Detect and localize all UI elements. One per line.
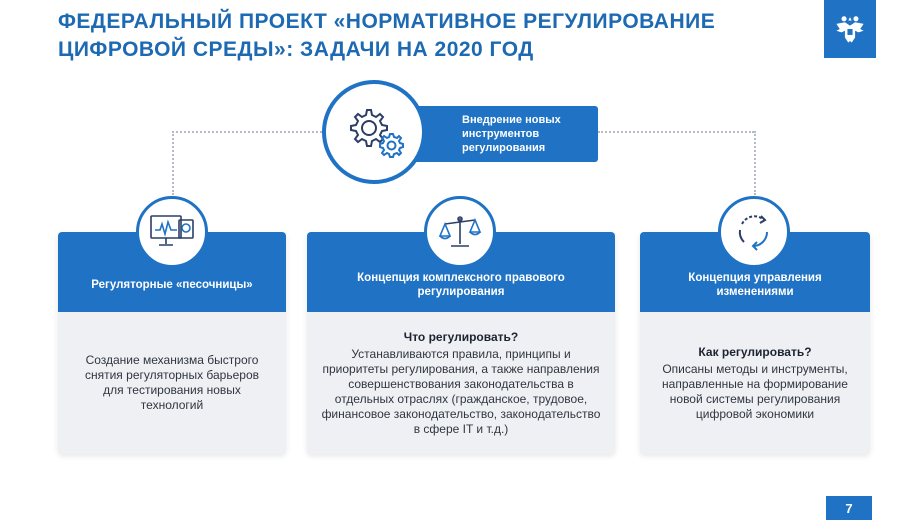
card-sandboxes-header: Регуляторные «песочницы»	[58, 232, 286, 312]
connector-left-vertical	[172, 131, 174, 195]
card-sandboxes-icon-circle	[136, 196, 208, 268]
card-change-management-question: Как регулировать?	[698, 344, 812, 359]
slide-title-line-2: ЦИФРОВОЙ СРЕДЫ»: ЗАДАЧИ НА 2020 ГОД	[58, 38, 534, 61]
double-headed-eagle-icon	[833, 12, 867, 46]
card-sandboxes-text: Создание механизма быстрого снятия регуляторных барьеров для тестирования новых технологий	[84, 353, 259, 412]
connector-left-horizontal	[172, 131, 322, 133]
page-number: 7	[826, 496, 872, 520]
card-legal-concept-header: Концепция комплексного правового регулирования	[307, 232, 615, 312]
card-legal-concept-text: Устанавливаются правила, принципы и приоритеты регулирования, а также направления совершенствования законодательства в отдельных отраслях (гражданское, трудовое, финансовое законодательство, законодательство в сфере IT и т.д.)	[321, 346, 601, 436]
monitor-chart-icon	[149, 212, 195, 252]
slide-title-line-1: ФЕДЕРАЛЬНЫЙ ПРОЕКТ «НОРМАТИВНОЕ РЕГУЛИРОВАНИЕ	[58, 10, 716, 33]
card-sandboxes-body	[58, 312, 286, 454]
hub-label: Внедрение новых инструментов регулирования	[410, 106, 598, 162]
connector-right-vertical	[754, 131, 756, 195]
card-change-management-icon-circle	[718, 196, 790, 268]
scales-icon	[437, 212, 483, 252]
card-change-management-body	[640, 312, 870, 454]
slide-title	[58, 8, 798, 64]
card-change-management-header: Концепция управления изменениями	[640, 232, 870, 312]
gears-icon	[339, 102, 409, 162]
card-legal-concept-question: Что регулировать?	[403, 329, 519, 344]
emblem-badge	[824, 0, 876, 58]
cycle-arrows-icon	[732, 210, 776, 254]
card-change-management-text: Описаны методы и инструменты, направленные на формирование новой системы регулирования цифровой экономики	[662, 361, 848, 421]
connector-right-horizontal	[598, 131, 754, 133]
card-legal-concept-icon-circle	[424, 196, 496, 268]
hub-icon-circle	[322, 80, 426, 184]
card-legal-concept-body	[307, 312, 615, 454]
